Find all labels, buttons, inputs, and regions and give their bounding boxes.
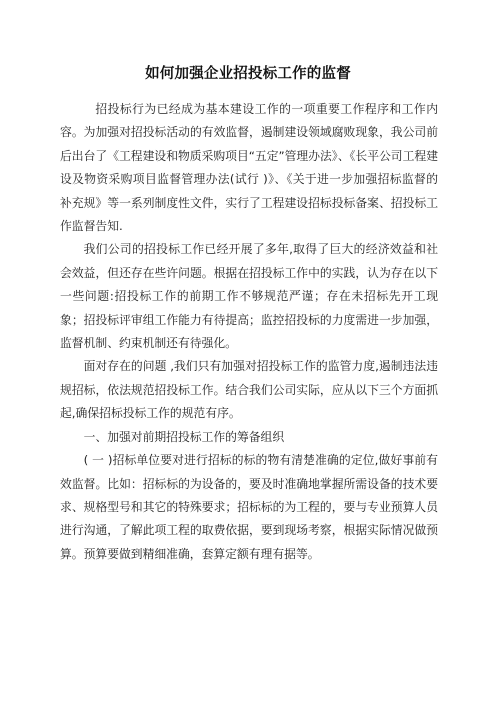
paragraph-approach: 面对存在的问题 ,我们只有加强对招投标工作的监管力度,遏制违法违规招标，依法规范招投标工作。结合我们公司实际，应从以下三个方面抓起,确保招标投标工作的规范有序。 (60, 359, 438, 421)
document-title: 如何加强企业招投标工作的监督 (145, 66, 351, 82)
document-body (60, 98, 438, 566)
paragraph-intro: 招投标行为已经成为基本建设工作的一项重要工作程序和工作内容。为加强对招投标活动的有效监督，遏制建设领域腐败现象，我公司前后出台了《工程建设和物质采购项目“五定”管理办法》、《长平公司工程建设及物资采购项目监督管理办法(试行 )》、《关于进一步加强招标监督的补充规》等一系列制度性文件，实行了工程建设招标投标备案、招投标工作监督告知. (60, 102, 438, 234)
paragraph-problems: 我们公司的招投标工作已经开展了多年,取得了巨大的经济效益和社会效益，但还存在些许问题。根据在招投标工作中的实践，认为存在以下一些问题:招投标工作的前期工作不够规范严谨；存在未招标先开工现象；招投标评审组工作能力有待提高；监控招投标的力度需进一步加强，监督机制、约束机制还有待强化。 (60, 242, 438, 351)
paragraph-subsection-1: ( 一 )招标单位要对进行招标的标的物有清楚准确的定位,做好事前有效监督。比如：招标标的为设备的，要及时准确地掌握所需设备的技术要求、规格型号和其它的特殊要求；招标标的为工程的，要与专业预算人员进行沟通，了解此项工程的取费依据，要到现场考察，根据实际情况做预算。预算要做到精细准确，套算定额有理有据等。 (60, 453, 438, 561)
section-heading-1: 一、加强对前期招投标工作的筹备组织 (83, 429, 285, 444)
